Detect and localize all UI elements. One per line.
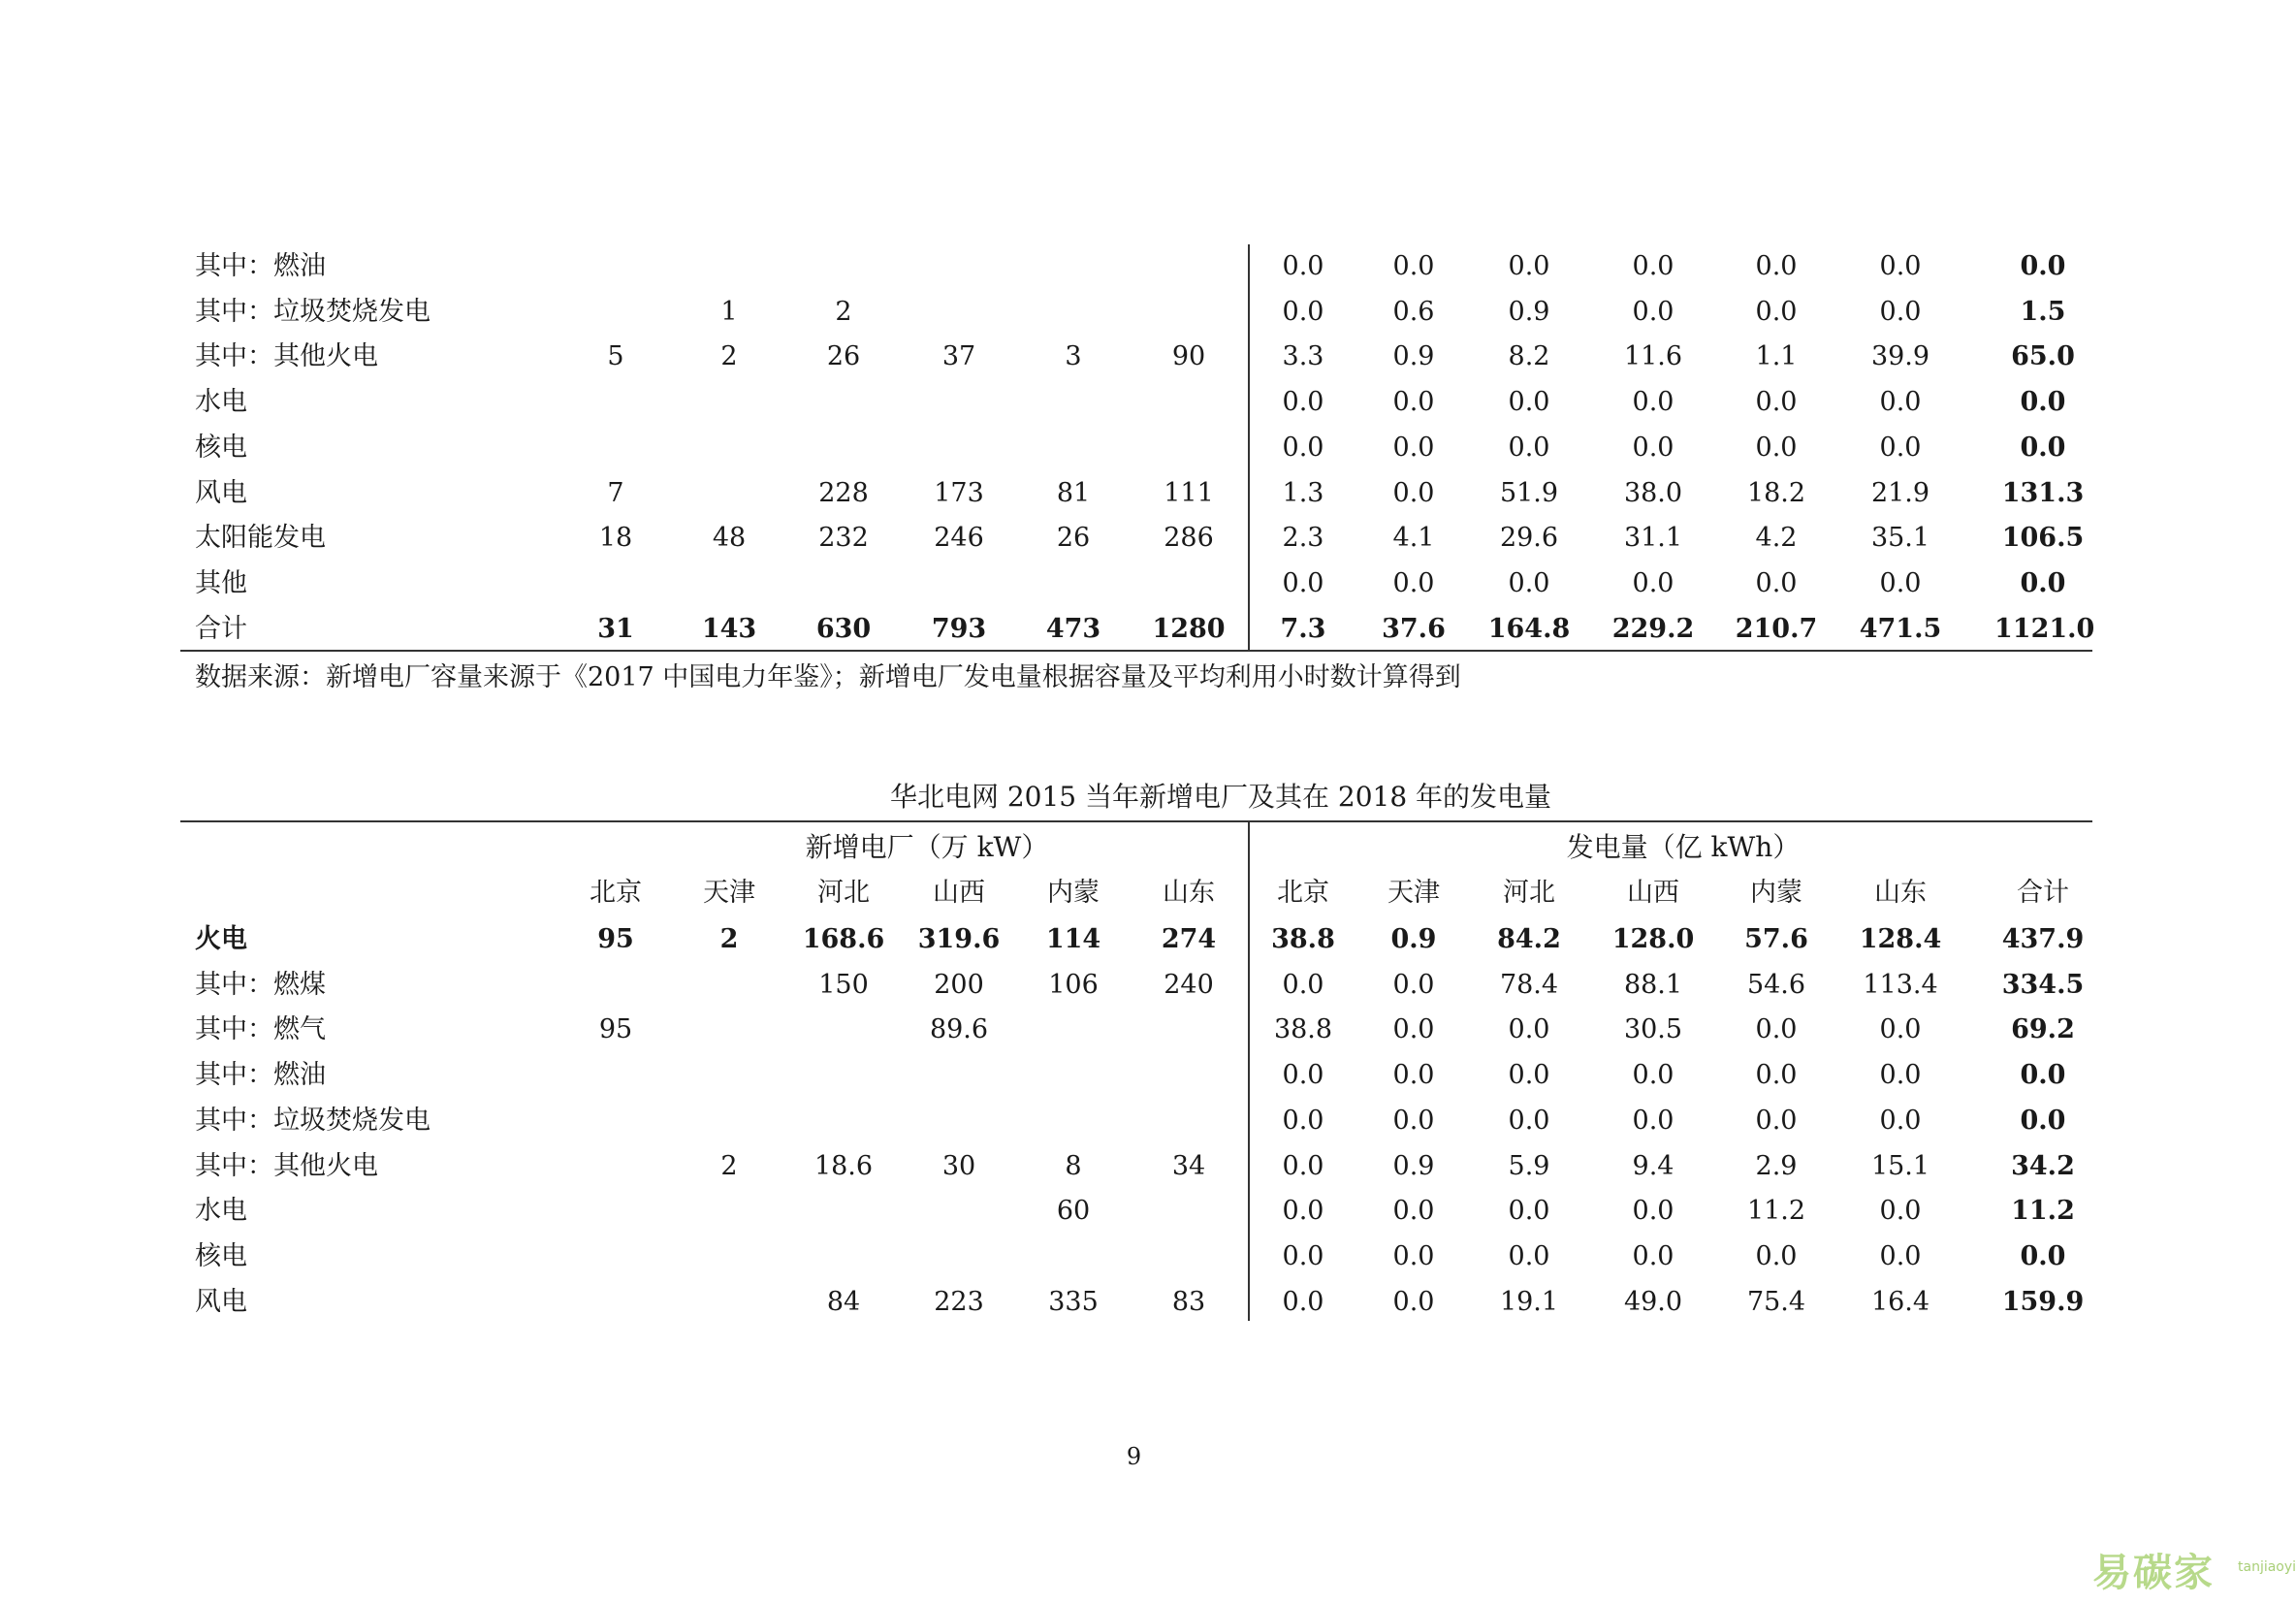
generation-cell: 19.1 bbox=[1499, 1286, 1559, 1317]
generation-cell: 0.0 bbox=[1755, 1240, 1798, 1271]
table-row bbox=[180, 1235, 2092, 1279]
column-header: 内蒙 bbox=[1750, 878, 1802, 908]
generation-cell: 0.0 bbox=[1755, 567, 1798, 598]
generation-cell: 75.4 bbox=[1746, 1286, 1806, 1317]
capacity-cell: 223 bbox=[934, 1286, 984, 1317]
generation-cell: 7.3 bbox=[1280, 613, 1326, 644]
generation-cell: 30.5 bbox=[1623, 1014, 1683, 1045]
capacity-cell: 26 bbox=[826, 341, 861, 372]
generation-cell: 51.9 bbox=[1499, 477, 1559, 508]
generation-cell: 0.0 bbox=[1632, 1196, 1674, 1227]
generation-cell: 16.4 bbox=[1870, 1286, 1930, 1317]
generation-cell: 0.0 bbox=[1282, 1240, 1324, 1271]
column-header: 河北 bbox=[1503, 878, 1555, 908]
table-row bbox=[180, 380, 2092, 425]
generation-cell: 2.9 bbox=[1755, 1150, 1798, 1181]
row-label: 核电 bbox=[195, 1240, 247, 1271]
table-north-china-grid bbox=[180, 820, 2092, 1325]
generation-cell: 0.0 bbox=[1282, 1060, 1324, 1091]
generation-cell: 78.4 bbox=[1499, 969, 1559, 1000]
generation-cell: 9.4 bbox=[1632, 1150, 1674, 1181]
generation-cell: 3.3 bbox=[1282, 341, 1324, 372]
row-label: 其中：垃圾焚烧发电 bbox=[195, 1105, 430, 1136]
table-row bbox=[180, 917, 2092, 962]
generation-cell: 4.2 bbox=[1755, 523, 1798, 554]
generation-cell: 0.0 bbox=[2020, 432, 2066, 463]
generation-cell: 0.0 bbox=[2020, 1240, 2066, 1271]
generation-cell: 0.0 bbox=[1508, 1014, 1550, 1045]
row-label: 风电 bbox=[195, 1286, 247, 1317]
capacity-cell: 5 bbox=[607, 341, 624, 372]
generation-cell: 0.0 bbox=[1282, 1196, 1324, 1227]
generation-cell: 0.0 bbox=[1282, 969, 1324, 1000]
generation-cell: 0.0 bbox=[1392, 969, 1435, 1000]
capacity-cell: 246 bbox=[934, 523, 984, 554]
capacity-cell: 81 bbox=[1056, 477, 1091, 508]
generation-cell: 0.0 bbox=[2020, 1060, 2066, 1091]
generation-cell: 0.0 bbox=[1392, 251, 1435, 281]
generation-cell: 34.2 bbox=[2011, 1150, 2075, 1181]
capacity-cell: 114 bbox=[1045, 924, 1101, 954]
generation-cell: 0.0 bbox=[1879, 1014, 1922, 1045]
capacity-cell: 1280 bbox=[1152, 613, 1226, 644]
capacity-cell: 7 bbox=[607, 477, 624, 508]
generation-cell: 0.0 bbox=[1282, 567, 1324, 598]
row-label: 火电 bbox=[195, 924, 247, 954]
column-header: 天津 bbox=[703, 878, 755, 908]
generation-cell: 131.3 bbox=[2001, 477, 2085, 508]
generation-cell: 0.0 bbox=[1632, 296, 1674, 327]
generation-cell: 0.0 bbox=[1879, 432, 1922, 463]
generation-cell: 159.9 bbox=[2001, 1286, 2085, 1317]
table-row bbox=[180, 963, 2092, 1008]
generation-cell: 88.1 bbox=[1623, 969, 1683, 1000]
table-row bbox=[180, 335, 2092, 379]
generation-cell: 1.5 bbox=[2020, 296, 2066, 327]
generation-cell: 38.8 bbox=[1273, 1014, 1333, 1045]
table-row bbox=[180, 290, 2092, 335]
generation-cell: 11.6 bbox=[1623, 341, 1683, 372]
generation-cell: 0.0 bbox=[1879, 567, 1922, 598]
generation-cell: 0.0 bbox=[1632, 1105, 1674, 1136]
generation-cell: 0.0 bbox=[1392, 1014, 1435, 1045]
generation-cell: 0.0 bbox=[1508, 1105, 1550, 1136]
generation-cell: 0.0 bbox=[1879, 296, 1922, 327]
column-header: 山西 bbox=[933, 878, 985, 908]
column-header: 合计 bbox=[2017, 878, 2069, 908]
generation-cell: 0.0 bbox=[1282, 432, 1324, 463]
generation-cell: 0.0 bbox=[1632, 1240, 1674, 1271]
generation-cell: 0.0 bbox=[1392, 1060, 1435, 1091]
generation-cell: 0.9 bbox=[1392, 341, 1435, 372]
row-label: 合计 bbox=[195, 613, 247, 644]
generation-cell: 0.0 bbox=[1508, 1196, 1550, 1227]
generation-cell: 38.8 bbox=[1271, 924, 1335, 954]
generation-cell: 437.9 bbox=[2001, 924, 2085, 954]
generation-cell: 113.4 bbox=[1863, 969, 1938, 1000]
generation-cell: 0.0 bbox=[1508, 1240, 1550, 1271]
capacity-cell: 31 bbox=[597, 613, 634, 644]
generation-cell: 65.0 bbox=[2011, 341, 2075, 372]
generation-cell: 0.0 bbox=[1508, 1060, 1550, 1091]
generation-cell: 0.0 bbox=[1879, 1060, 1922, 1091]
generation-cell: 334.5 bbox=[2001, 969, 2085, 1000]
column-header: 北京 bbox=[590, 878, 642, 908]
generation-cell: 128.4 bbox=[1859, 924, 1942, 954]
capacity-cell: 8 bbox=[1065, 1150, 1082, 1181]
table-row bbox=[180, 1144, 2092, 1189]
generation-cell: 471.5 bbox=[1859, 613, 1942, 644]
capacity-cell: 106 bbox=[1048, 969, 1099, 1000]
generation-cell: 0.0 bbox=[1755, 387, 1798, 418]
generation-cell: 0.0 bbox=[2020, 567, 2066, 598]
generation-cell: 0.0 bbox=[2020, 1105, 2066, 1136]
table-row bbox=[180, 426, 2092, 470]
capacity-cell: 37 bbox=[941, 341, 976, 372]
column-header: 山西 bbox=[1627, 878, 1679, 908]
table-row bbox=[180, 561, 2092, 606]
generation-cell: 0.0 bbox=[1282, 1286, 1324, 1317]
generation-cell: 0.0 bbox=[1282, 387, 1324, 418]
capacity-cell: 84 bbox=[826, 1286, 861, 1317]
generation-cell: 128.0 bbox=[1611, 924, 1695, 954]
table-row bbox=[180, 1053, 2092, 1098]
generation-cell: 2.3 bbox=[1282, 523, 1324, 554]
generation-cell: 0.0 bbox=[1755, 1105, 1798, 1136]
column-header: 内蒙 bbox=[1047, 878, 1100, 908]
capacity-cell: 2 bbox=[719, 924, 739, 954]
capacity-cell: 89.6 bbox=[929, 1014, 989, 1045]
capacity-cell: 630 bbox=[815, 613, 872, 644]
capacity-cell: 26 bbox=[1056, 523, 1091, 554]
generation-cell: 0.0 bbox=[1508, 567, 1550, 598]
capacity-cell: 34 bbox=[1171, 1150, 1206, 1181]
generation-cell: 1.1 bbox=[1755, 341, 1798, 372]
capacity-cell: 335 bbox=[1048, 1286, 1099, 1317]
generation-cell: 229.2 bbox=[1611, 613, 1695, 644]
table-row bbox=[180, 1008, 2092, 1052]
capacity-cell: 2 bbox=[720, 1150, 738, 1181]
generation-cell: 11.2 bbox=[1746, 1196, 1806, 1227]
generation-cell: 0.0 bbox=[1282, 1105, 1324, 1136]
generation-cell: 37.6 bbox=[1382, 613, 1446, 644]
capacity-cell: 111 bbox=[1164, 477, 1214, 508]
capacity-cell: 240 bbox=[1164, 969, 1214, 1000]
capacity-cell: 473 bbox=[1045, 613, 1101, 644]
capacity-cell: 150 bbox=[818, 969, 869, 1000]
generation-cell: 106.5 bbox=[2001, 523, 2085, 554]
capacity-cell: 2 bbox=[720, 341, 738, 372]
generation-cell: 0.0 bbox=[1392, 567, 1435, 598]
generation-cell: 1.3 bbox=[1282, 477, 1324, 508]
row-label: 其中：燃油 bbox=[195, 1060, 326, 1091]
generation-cell: 0.0 bbox=[1508, 387, 1550, 418]
generation-cell: 0.0 bbox=[1755, 1060, 1798, 1091]
capacity-cell: 60 bbox=[1056, 1196, 1091, 1227]
generation-cell: 210.7 bbox=[1735, 613, 1818, 644]
capacity-cell: 319.6 bbox=[917, 924, 1001, 954]
row-label: 核电 bbox=[195, 432, 247, 463]
group-header-new-plants: 新增电厂（万 kW） bbox=[805, 831, 1049, 863]
generation-cell: 0.0 bbox=[1392, 1240, 1435, 1271]
row-label: 风电 bbox=[195, 477, 247, 508]
capacity-cell: 168.6 bbox=[802, 924, 885, 954]
generation-cell: 4.1 bbox=[1392, 523, 1435, 554]
capacity-cell: 173 bbox=[934, 477, 984, 508]
column-header: 山东 bbox=[1874, 878, 1927, 908]
generation-cell: 0.0 bbox=[1879, 1105, 1922, 1136]
row-label: 其中：燃煤 bbox=[195, 969, 326, 1000]
generation-cell: 0.0 bbox=[1632, 432, 1674, 463]
table-row bbox=[180, 1189, 2092, 1234]
column-header: 河北 bbox=[817, 878, 870, 908]
generation-cell: 0.0 bbox=[1879, 251, 1922, 281]
row-label: 太阳能发电 bbox=[195, 523, 326, 554]
capacity-cell: 793 bbox=[931, 613, 987, 644]
generation-cell: 11.2 bbox=[2011, 1196, 2075, 1227]
row-label: 其中：其他火电 bbox=[195, 1150, 378, 1181]
table-row bbox=[180, 1099, 2092, 1143]
generation-cell: 0.0 bbox=[1508, 251, 1550, 281]
row-label: 其他 bbox=[195, 567, 247, 598]
row-label: 水电 bbox=[195, 387, 247, 418]
generation-cell: 31.1 bbox=[1623, 523, 1683, 554]
generation-cell: 0.0 bbox=[1632, 567, 1674, 598]
generation-cell: 0.0 bbox=[1392, 1286, 1435, 1317]
generation-cell: 57.6 bbox=[1744, 924, 1808, 954]
capacity-cell: 83 bbox=[1171, 1286, 1206, 1317]
generation-cell: 84.2 bbox=[1497, 924, 1561, 954]
capacity-cell: 2 bbox=[835, 296, 852, 327]
generation-cell: 1121.0 bbox=[1994, 613, 2095, 644]
row-label: 水电 bbox=[195, 1196, 247, 1227]
generation-cell: 39.9 bbox=[1870, 341, 1930, 372]
generation-cell: 0.0 bbox=[1755, 432, 1798, 463]
generation-cell: 0.0 bbox=[1632, 1060, 1674, 1091]
table-row bbox=[180, 516, 2092, 561]
generation-cell: 164.8 bbox=[1487, 613, 1571, 644]
column-header-row bbox=[180, 871, 2092, 915]
generation-cell: 5.9 bbox=[1508, 1150, 1550, 1181]
table-top-rule bbox=[180, 820, 2092, 822]
capacity-cell: 30 bbox=[941, 1150, 976, 1181]
column-header: 北京 bbox=[1277, 878, 1329, 908]
generation-cell: 0.0 bbox=[1755, 296, 1798, 327]
generation-cell: 0.0 bbox=[1282, 296, 1324, 327]
row-label: 其中：其他火电 bbox=[195, 341, 378, 372]
row-label: 其中：燃气 bbox=[195, 1014, 326, 1045]
generation-cell: 0.0 bbox=[1282, 251, 1324, 281]
capacity-cell: 18.6 bbox=[813, 1150, 874, 1181]
group-header-generation: 发电量（亿 kWh） bbox=[1566, 831, 1801, 863]
capacity-cell: 48 bbox=[712, 523, 747, 554]
capacity-cell: 274 bbox=[1161, 924, 1217, 954]
generation-cell: 0.0 bbox=[1879, 1196, 1922, 1227]
generation-cell: 0.0 bbox=[1392, 477, 1435, 508]
generation-cell: 0.0 bbox=[1392, 1105, 1435, 1136]
generation-cell: 35.1 bbox=[1870, 523, 1930, 554]
generation-cell: 0.0 bbox=[1508, 432, 1550, 463]
capacity-cell: 200 bbox=[934, 969, 984, 1000]
capacity-cell: 286 bbox=[1164, 523, 1214, 554]
generation-cell: 54.6 bbox=[1746, 969, 1806, 1000]
generation-cell: 18.2 bbox=[1746, 477, 1806, 508]
table-continued bbox=[180, 244, 2095, 652]
generation-cell: 0.0 bbox=[1879, 387, 1922, 418]
capacity-cell: 1 bbox=[720, 296, 738, 327]
watermark-subtext: tanjiaoyi bbox=[2238, 1559, 2296, 1575]
generation-cell: 0.0 bbox=[1282, 1150, 1324, 1181]
generation-cell: 0.6 bbox=[1392, 296, 1435, 327]
generation-cell: 0.0 bbox=[1755, 251, 1798, 281]
generation-cell: 0.0 bbox=[2020, 251, 2066, 281]
generation-cell: 0.0 bbox=[1632, 387, 1674, 418]
capacity-cell: 95 bbox=[598, 1014, 633, 1045]
table-row bbox=[180, 1280, 2092, 1325]
generation-cell: 38.0 bbox=[1623, 477, 1683, 508]
data-source-note: 数据来源：新增电厂容量来源于《2017 中国电力年鉴》；新增电厂发电量根据容量及平均利用小时数计算得到 bbox=[195, 662, 1461, 692]
generation-cell: 8.2 bbox=[1508, 341, 1550, 372]
generation-cell: 15.1 bbox=[1870, 1150, 1930, 1181]
generation-cell: 0.9 bbox=[1508, 296, 1550, 327]
page-number: 9 bbox=[1126, 1443, 1142, 1470]
generation-cell: 0.9 bbox=[1392, 1150, 1435, 1181]
capacity-cell: 232 bbox=[818, 523, 869, 554]
table-title: 华北电网 2015 当年新增电厂及其在 2018 年的发电量 bbox=[889, 781, 1552, 813]
capacity-cell: 95 bbox=[597, 924, 634, 954]
generation-cell: 49.0 bbox=[1623, 1286, 1683, 1317]
generation-cell: 21.9 bbox=[1870, 477, 1930, 508]
capacity-cell: 18 bbox=[598, 523, 633, 554]
generation-cell: 29.6 bbox=[1499, 523, 1559, 554]
generation-cell: 0.0 bbox=[2020, 387, 2066, 418]
table-row bbox=[180, 471, 2092, 516]
generation-cell: 0.0 bbox=[1879, 1240, 1922, 1271]
generation-cell: 0.0 bbox=[1392, 387, 1435, 418]
generation-cell: 0.0 bbox=[1392, 432, 1435, 463]
watermark-text: 易碳家 bbox=[2092, 1551, 2215, 1595]
generation-cell: 0.0 bbox=[1392, 1196, 1435, 1227]
table-row bbox=[180, 607, 2095, 652]
row-label: 其中：燃油 bbox=[195, 251, 326, 281]
generation-cell: 0.9 bbox=[1390, 924, 1437, 954]
column-header: 天津 bbox=[1387, 878, 1440, 908]
capacity-cell: 90 bbox=[1171, 341, 1206, 372]
row-label: 其中：垃圾焚烧发电 bbox=[195, 296, 430, 327]
capacity-cell: 3 bbox=[1065, 341, 1082, 372]
watermark-logo bbox=[2092, 1542, 2296, 1597]
table-row bbox=[180, 244, 2092, 289]
capacity-cell: 143 bbox=[701, 613, 757, 644]
column-header: 山东 bbox=[1163, 878, 1215, 908]
generation-cell: 0.0 bbox=[1632, 251, 1674, 281]
generation-cell: 69.2 bbox=[2011, 1014, 2075, 1045]
capacity-cell: 228 bbox=[818, 477, 869, 508]
generation-cell: 0.0 bbox=[1755, 1014, 1798, 1045]
